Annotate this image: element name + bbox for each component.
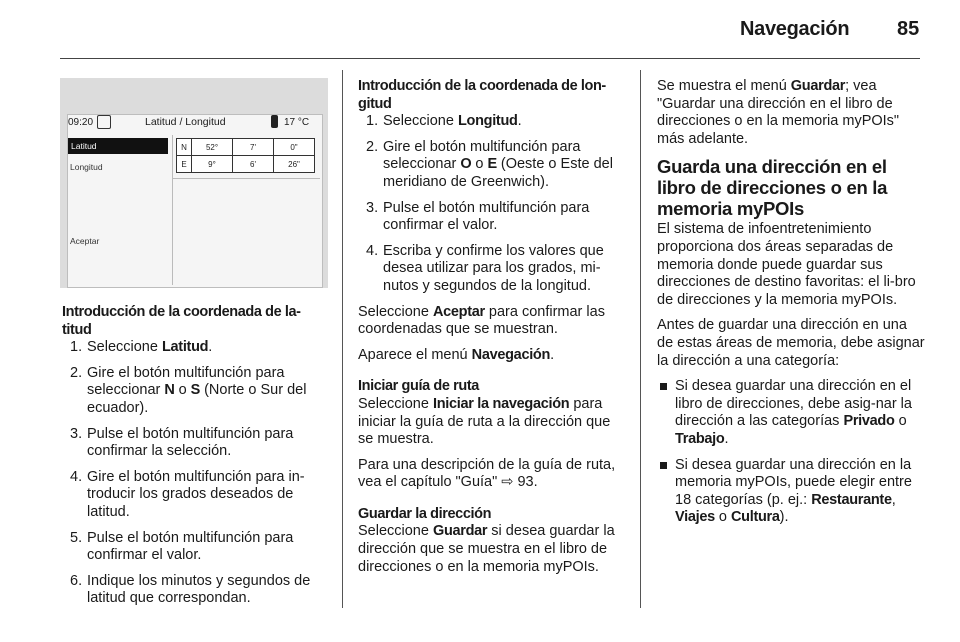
longitude-heading: Introducción de la coordenada de lon-gitud: [358, 78, 606, 112]
table-cell: 6': [233, 156, 274, 173]
column-2: [358, 78, 626, 584]
list-item: 2. Gire el botón multifunción para seleccionar N o S (Norte o Sur del ecuador).: [70, 364, 307, 416]
paragraph: El sistema de infoentretenimiento proporciona dos áreas separadas de memoria donde puede guardar sus direcciones de destino favoritas: el li-bro de direcciones y la memoria myPOIs.: [657, 221, 916, 308]
page-number: 85: [897, 18, 920, 40]
table-cell: 9°: [192, 156, 233, 173]
paragraph: Seleccione Guardar si desea guardar la dirección que se muestra en el libro de direcciones o en la memoria myPOIs.: [358, 523, 615, 575]
table-cell: N: [177, 139, 192, 156]
list-item: 4. Gire el botón multifunción para in-troducir los grados deseados de latitud.: [70, 468, 305, 520]
route-guidance-heading: Iniciar guía de ruta: [358, 378, 479, 395]
column-3: [657, 78, 925, 535]
header-rule: [60, 58, 920, 59]
latitude-heading: Introducción de la coordenada de la-titud: [62, 304, 301, 338]
table-cell: 52°: [192, 139, 233, 156]
list-item: 6. Indique los minutos y segundos de latitud que correspondan.: [70, 572, 311, 607]
list-item: 1. Seleccione Longitud.: [366, 113, 522, 130]
screen-time: 09:20: [68, 117, 94, 128]
thermometer-icon: [271, 115, 278, 128]
table-row: [177, 156, 315, 173]
page-header-title: Navegación: [740, 18, 850, 40]
clock-icon: [97, 115, 111, 129]
latitude-steps: [62, 339, 328, 608]
screen-title: Latitud / Longitud: [145, 116, 226, 128]
column-divider-1: [342, 70, 343, 608]
longitude-steps: [358, 113, 626, 295]
page-reference-arrow-icon: ⇨: [501, 474, 514, 491]
list-item: Si desea guardar una dirección en el libro de direcciones, debe asig-nar la dirección a las categorías Privado o Trabajo.: [657, 378, 925, 448]
paragraph: Para una descripción de la guía de ruta, vea el capítulo "Guía" ⇨ 93.: [358, 456, 616, 491]
screen-menu-latitud: Latitud: [68, 138, 168, 154]
screen-menu-longitud: Longitud: [70, 162, 103, 172]
section-heading: Guarda una dirección en el libro de direcciones o en la memoria myPOIs: [657, 156, 888, 220]
list-item: 5. Pulse el botón multifunción para confirmar el valor.: [70, 529, 294, 564]
table-cell: 0": [274, 139, 315, 156]
screen-divider-h: [172, 178, 320, 179]
bullet-square-icon: [660, 383, 667, 390]
list-item: 2. Gire el botón multifunción para seleccionar O o E (Oeste o Este del meridiano de Greenwich).: [366, 138, 613, 190]
screen-temperature: 17 °C: [284, 117, 310, 128]
paragraph: Aparece el menú Navegación.: [358, 346, 555, 363]
table-row: [177, 139, 315, 156]
save-address-heading: Guardar la dirección: [358, 505, 492, 522]
table-cell: 7': [233, 139, 274, 156]
list-item: 3. Pulse el botón multifunción para confirmar la selección.: [70, 425, 294, 460]
table-cell: E: [177, 156, 192, 173]
paragraph: Antes de guardar una dirección en una de estas áreas de memoria, debe asignar la dirección a una categoría:: [657, 317, 925, 369]
screen-divider: [172, 135, 173, 285]
table-cell: 26": [274, 156, 315, 173]
paragraph: Seleccione Iniciar la navegación para iniciar la guía de ruta a la dirección que se muestra.: [358, 395, 611, 448]
bullet-square-icon: [660, 462, 667, 469]
screen-menu-aceptar: Aceptar: [70, 236, 100, 246]
coordinate-table: [176, 138, 315, 173]
list-item: 3. Pulse el botón multifunción para confirmar el valor.: [366, 199, 590, 234]
list-item: 4. Escriba y confirme los valores que desea utilizar para los grados, mi-nutos y segundos de la longitud.: [366, 242, 604, 294]
column-1: [62, 304, 328, 616]
list-item: Si desea guardar una dirección en la memoria myPOIs, puede elegir entre 18 categorías (p. ej.: Restaurante, Viajes o Cultura).: [657, 457, 925, 527]
paragraph: Se muestra el menú Guardar; vea "Guardar una dirección en el libro de direcciones o en la memoria myPOIs" más adelante.: [657, 78, 900, 147]
screen-overlay: [60, 78, 328, 288]
column-divider-2: [640, 70, 641, 608]
paragraph: Seleccione Aceptar para confirmar las coordenadas que se muestran.: [358, 303, 605, 338]
category-bullets: [657, 378, 925, 527]
list-item: 1. Seleccione Latitud.: [70, 339, 213, 356]
